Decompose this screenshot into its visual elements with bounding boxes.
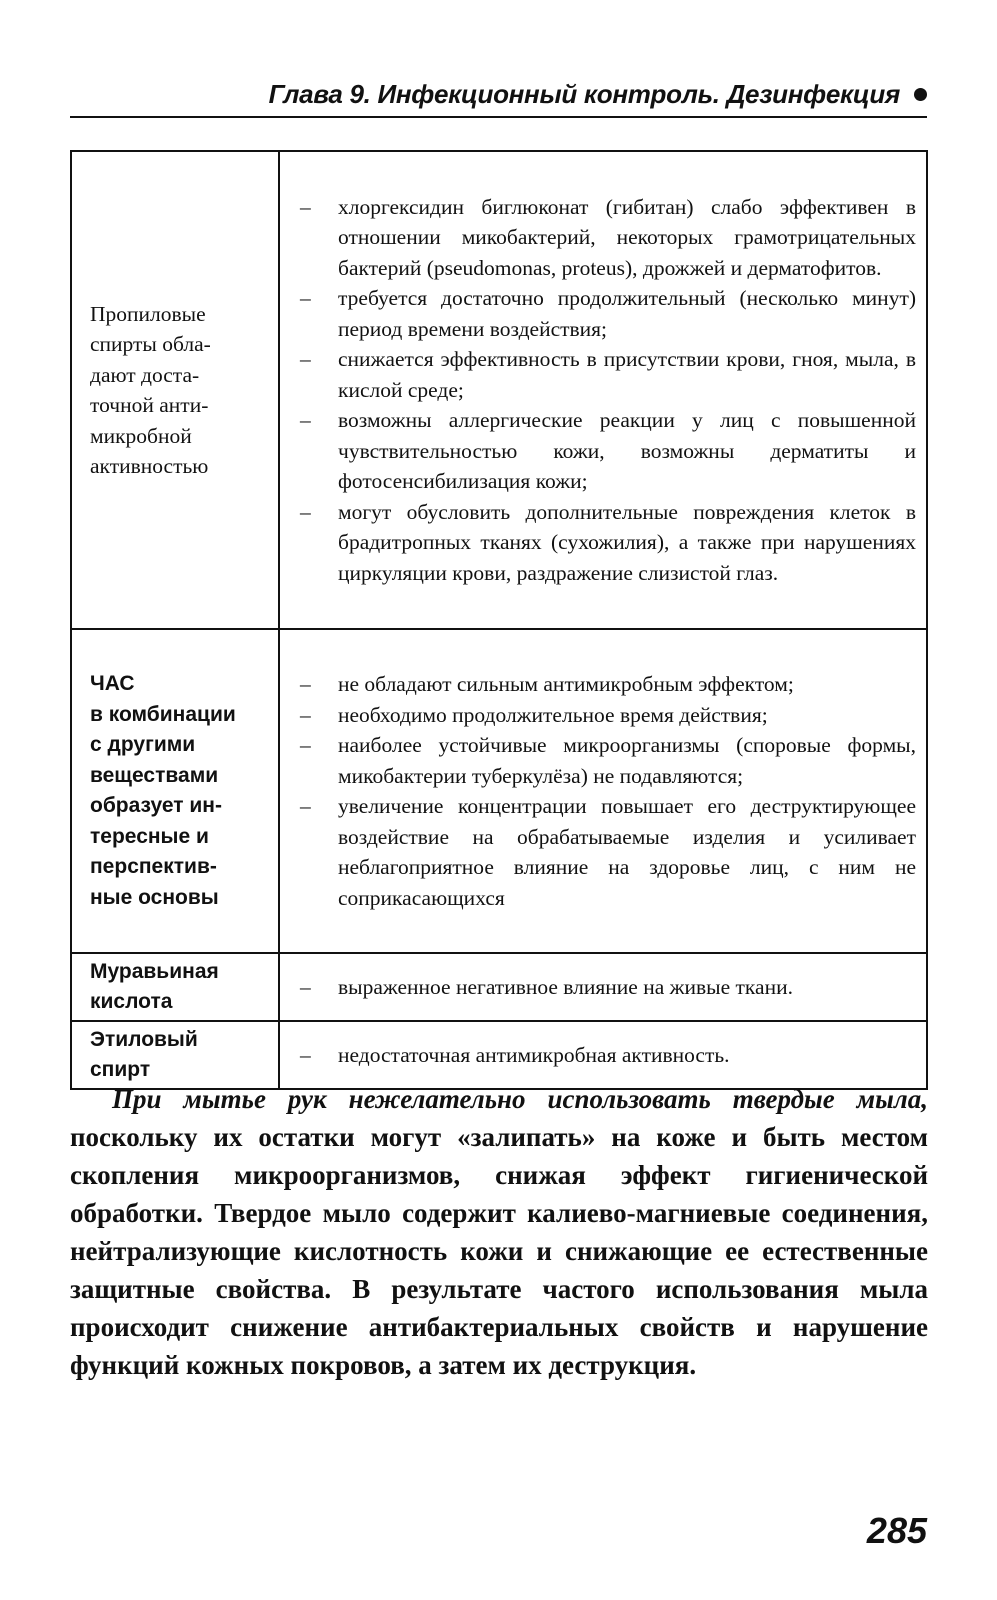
list-item: – возможны аллергические реакции у лиц с повышенной чувствительностью кожи, возможны дерматиты и фотосенсибилизация кожи;	[294, 405, 916, 497]
label-line: кислота	[90, 990, 173, 1013]
table-cell-points	[279, 629, 927, 953]
page-number: 285	[866, 1510, 927, 1551]
paragraph-lead: При мытье рук нежелательно использовать твердые мыла,	[112, 1084, 928, 1114]
label-line: тересные и	[90, 824, 209, 848]
list-item: – недостаточная антимикробная активность.	[294, 1040, 916, 1071]
table-row	[71, 1021, 927, 1089]
label-line: спирты обла-	[90, 332, 211, 356]
table-row	[71, 629, 927, 953]
label-line: в комбинации	[90, 702, 236, 726]
label-line: образует ин-	[90, 794, 222, 817]
label-line: точной анти-	[90, 393, 209, 417]
table-cell-points	[279, 151, 927, 629]
label-line: ЧАС	[90, 672, 135, 695]
header-bullet-icon	[914, 88, 927, 101]
table-cell-points	[279, 1021, 927, 1089]
list-item: – увеличение концентрации повышает его деструктирующее воздействие на обрабатываемые изделия и усиливает неблагоприятное влияние на здоровье лиц, с ним не соприкасающихся	[294, 791, 916, 913]
running-header-text: Глава 9. Инфекционный контроль. Дезинфекция	[268, 78, 900, 109]
running-header	[70, 72, 927, 118]
label-line: с другими	[90, 733, 196, 756]
table-cell-label	[71, 1021, 279, 1089]
list-item: – могут обусловить дополнительные повреждения клеток в брадитропных тканях (сухожилия), а также при нарушениях циркуляции крови, раздражение слизистой глаз.	[294, 497, 916, 589]
table-cell-label	[71, 629, 279, 953]
list-item: – выраженное негативное влияние на живые ткани.	[294, 972, 916, 1003]
label-line: ные основы	[90, 885, 219, 909]
body-paragraph	[70, 1080, 928, 1384]
label-line: перспектив-	[90, 855, 217, 878]
label-line: дают доста-	[90, 362, 200, 387]
label-line: микробной	[90, 423, 192, 448]
label-line: веществами	[90, 763, 219, 787]
table-row	[71, 151, 927, 629]
table-cell-label	[71, 953, 279, 1021]
table-cell-points	[279, 953, 927, 1021]
label-line: активностью	[90, 454, 209, 478]
list-item: – наиболее устойчивые микроорганизмы (споровые формы, микобактерии туберкулёза) не подавляются;	[294, 730, 916, 791]
label-line: Пропиловые	[90, 301, 206, 326]
list-item: – необходимо продолжительное время действия;	[294, 700, 916, 731]
list-item: – снижается эффективность в присутствии крови, гноя, мыла, в кислой среде;	[294, 344, 916, 405]
table-cell-label	[71, 151, 279, 629]
list-item: – требуется достаточно продолжительный (несколько минут) период времени воздействия;	[294, 283, 916, 344]
label-line: Этиловый	[90, 1027, 198, 1051]
label-line: спирт	[90, 1058, 151, 1081]
comparison-table	[70, 150, 928, 1090]
list-item: – хлоргексидин биглюконат (гибитан) слабо эффективен в отношении микобактерий, некоторых грамотрицательных бактерий (pseudomonas, proteus), дрожжей и дерматофитов.	[294, 192, 916, 284]
table-row	[71, 953, 927, 1021]
paragraph-body: поскольку их остатки могут «залипать» на коже и быть местом скопления микроорганизмов, снижая эффект гигиенической обработки. Твердое мыло содержит калиево-магниевые соединения, нейтрализующие кислотность кожи и снижающие ее естественные защитные свойства. В результате частого использования мыла происходит снижение антибактериальных свойств и нарушение функций кожных покровов, а затем их деструкция.	[70, 1122, 928, 1380]
label-line: Муравьиная	[90, 959, 219, 983]
list-item: – не обладают сильным антимикробным эффектом;	[294, 669, 916, 700]
